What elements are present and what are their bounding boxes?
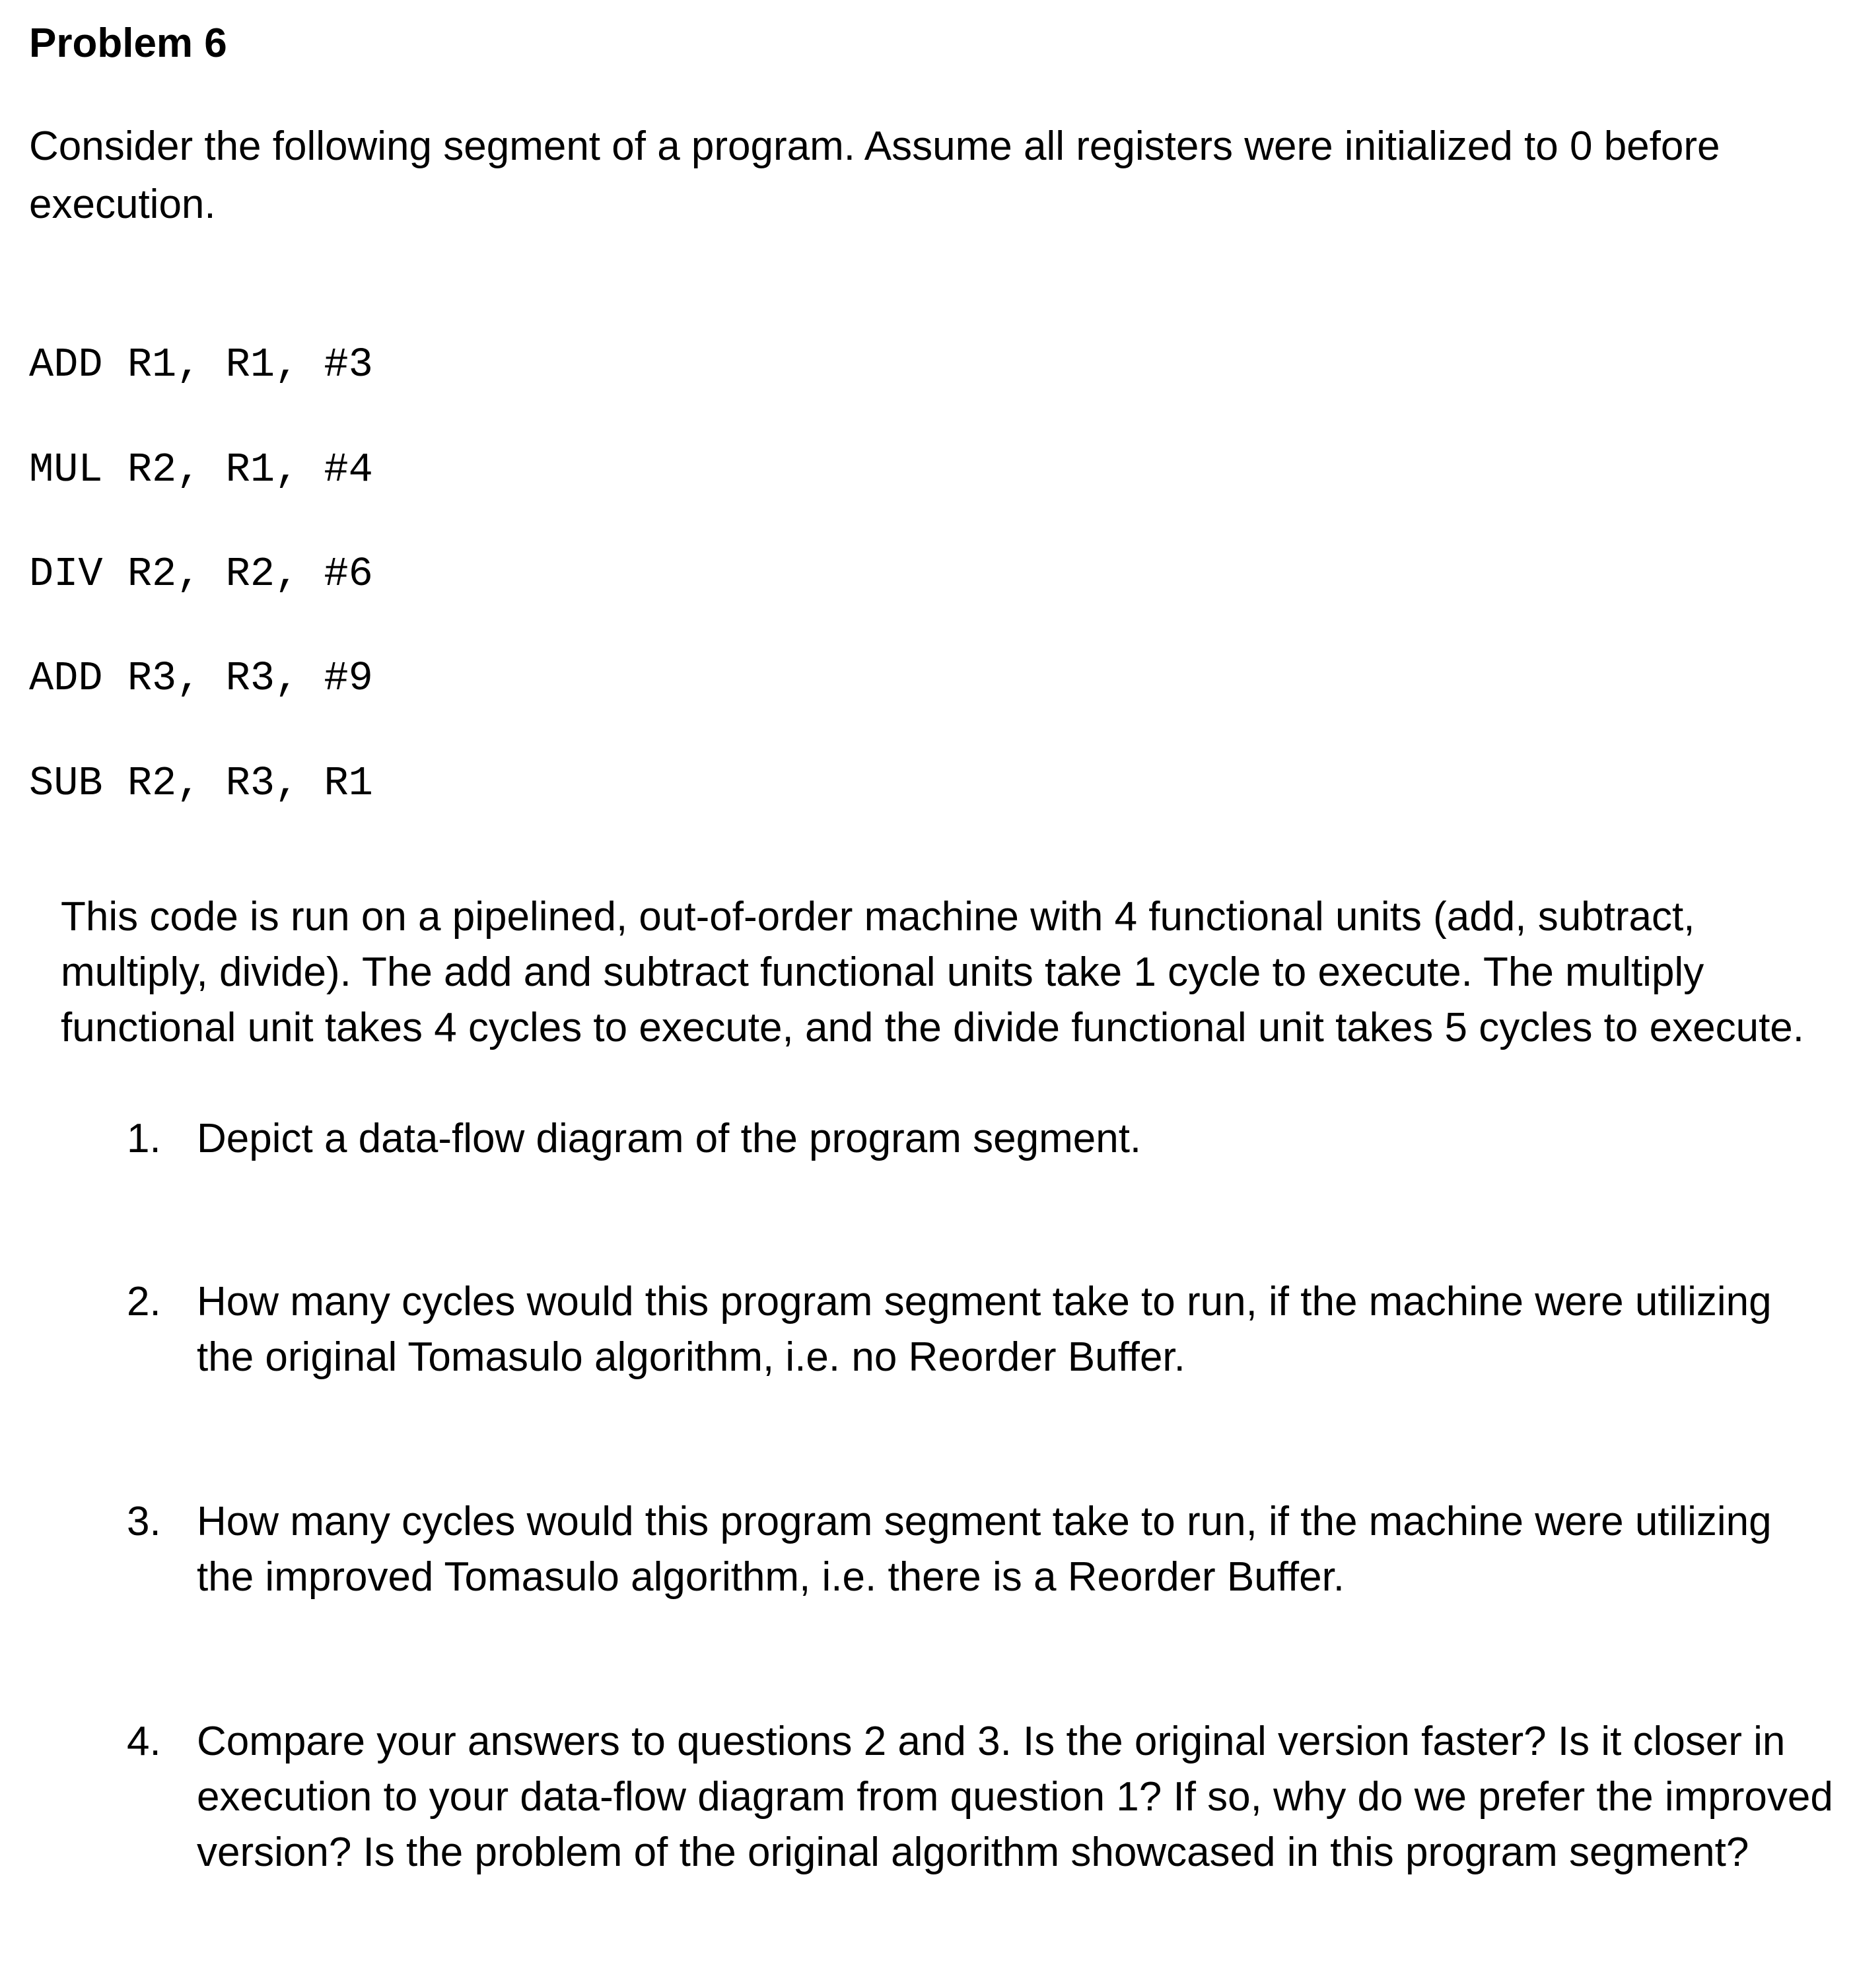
question-number: 1. <box>127 1116 161 1161</box>
question-text: Compare your answers to questions 2 and 3. Is the original version faster? Is it closer in execution to your data-flow diagram from question 1? If so, why do we prefer the improved version? Is the problem of the original algorithm showcased in this program segment? <box>197 1719 1833 1875</box>
intro-paragraph: Consider the following segment of a program. Assume all registers were initialized to 0 before execution. <box>29 123 1720 227</box>
question-number: 2. <box>127 1279 161 1324</box>
question-number: 3. <box>127 1499 161 1544</box>
question-text: How many cycles would this program segment take to run, if the machine were utilizing the improved Tomasulo algorithm, i.e. there is a Reorder Buffer. <box>197 1499 1772 1600</box>
code-line: ADD R3, R3, #9 <box>29 655 373 702</box>
code-line: MUL R2, R1, #4 <box>29 446 373 493</box>
machine-description: This code is run on a pipelined, out-of-order machine with 4 functional units (add, subtract, multiply, divide). The add and subtract functional units take 1 cycle to execute. The multiply functional unit takes 4 cycles to execute, and the divide functional unit takes 5 cycles to execute. <box>61 894 1804 1050</box>
question-text: How many cycles would this program segment take to run, if the machine were utilizing the original Tomasulo algorithm, i.e. no Reorder Buffer. <box>197 1279 1772 1380</box>
question-number: 4. <box>127 1719 161 1764</box>
code-line: ADD R1, R1, #3 <box>29 341 373 388</box>
code-line: DIV R2, R2, #6 <box>29 551 373 598</box>
question-text: Depict a data-flow diagram of the program segment. <box>197 1116 1142 1161</box>
code-line: SUB R2, R3, R1 <box>29 760 373 807</box>
problem-title: Problem 6 <box>29 20 227 66</box>
